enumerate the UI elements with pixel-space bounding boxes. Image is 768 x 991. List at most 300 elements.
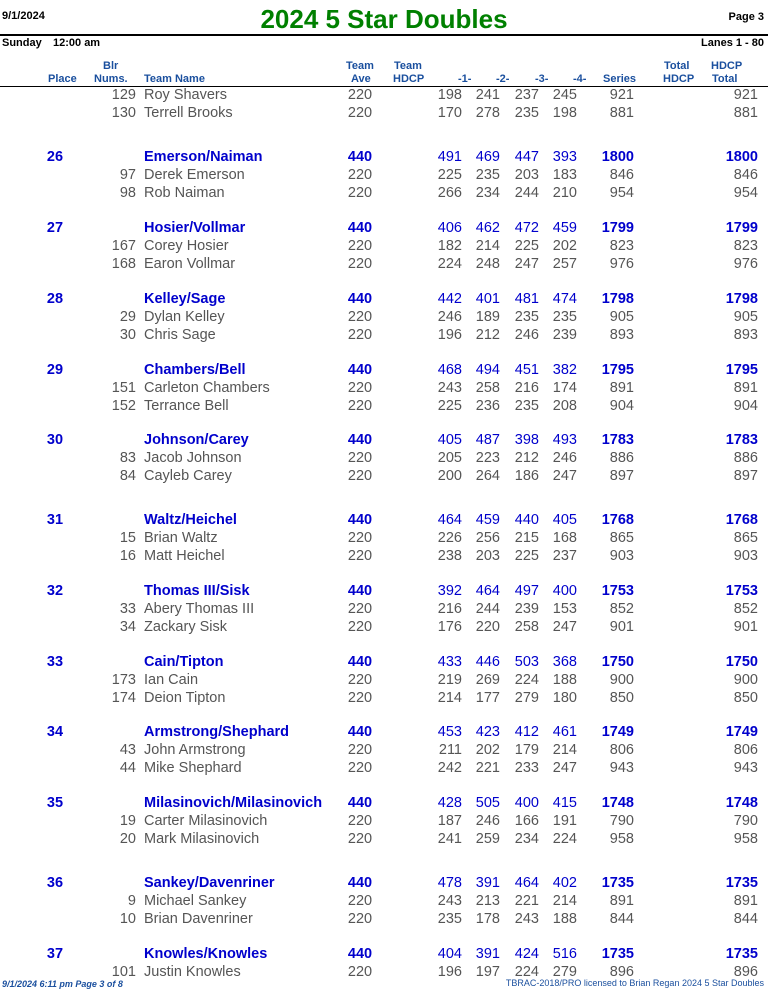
- name-cell: Sankey/Davenriner: [144, 875, 275, 891]
- series-cell: 1750: [601, 654, 634, 670]
- game-1-cell: 453: [437, 724, 462, 740]
- game-4-cell: 188: [552, 672, 577, 688]
- game-4-cell: 183: [552, 167, 577, 183]
- game-4-cell: 153: [552, 601, 577, 617]
- team-row: [0, 290, 768, 308]
- average-cell: 220: [347, 672, 373, 688]
- game-2-cell: 244: [475, 601, 500, 617]
- average-cell: 220: [347, 911, 373, 927]
- bowler-row: [0, 184, 768, 202]
- game-4-cell: 382: [552, 362, 577, 378]
- header-rule: [0, 34, 768, 36]
- session-time: 12:00 am: [53, 37, 101, 49]
- game-3-cell: 497: [514, 583, 539, 599]
- game-2-cell: 221: [475, 760, 500, 776]
- bowler-row: [0, 671, 768, 689]
- name-cell: Thomas III/Sisk: [144, 583, 250, 599]
- series-cell: 976: [609, 256, 634, 272]
- average-cell: 220: [347, 760, 373, 776]
- bowler-number: 10: [119, 911, 136, 927]
- place-cell: 34: [46, 724, 64, 740]
- hdcp-total-cell: 1750: [725, 654, 758, 670]
- game-3-cell: 451: [514, 362, 539, 378]
- game-4-cell: 174: [552, 380, 577, 396]
- game-2-cell: 258: [475, 380, 500, 396]
- average-cell: 220: [347, 548, 373, 564]
- series-cell: 790: [609, 813, 634, 829]
- game-2-cell: 241: [475, 87, 500, 103]
- game-1-cell: 211: [438, 742, 462, 758]
- game-1-cell: 219: [437, 672, 462, 688]
- game-3-cell: 235: [514, 105, 539, 121]
- game-3-cell: 464: [514, 875, 539, 891]
- game-4-cell: 393: [552, 149, 577, 165]
- series-cell: 1783: [601, 432, 634, 448]
- name-cell: Jacob Johnson: [144, 450, 242, 466]
- hdcp-total-cell: 896: [733, 964, 758, 980]
- hdcp-total-cell: 1753: [725, 583, 758, 599]
- col-blr-2: Nums.: [94, 73, 128, 85]
- name-cell: Rob Naiman: [144, 185, 225, 201]
- bowler-number: 15: [119, 530, 136, 546]
- game-2-cell: 264: [475, 468, 500, 484]
- average-cell: 220: [347, 530, 373, 546]
- game-3-cell: 398: [514, 432, 539, 448]
- name-cell: Carter Milasinovich: [144, 813, 268, 829]
- average-cell: 440: [347, 654, 373, 670]
- series-cell: 1748: [601, 795, 634, 811]
- average-cell: 220: [347, 327, 373, 343]
- game-2-cell: 446: [475, 654, 500, 670]
- game-2-cell: 236: [475, 398, 500, 414]
- average-cell: 440: [347, 432, 373, 448]
- name-cell: Mike Shephard: [144, 760, 242, 776]
- game-1-cell: 392: [437, 583, 462, 599]
- hdcp-total-cell: 1783: [725, 432, 758, 448]
- game-3-cell: 243: [514, 911, 539, 927]
- game-4-cell: 474: [552, 291, 577, 307]
- game-1-cell: 225: [437, 398, 462, 414]
- game-2-cell: 235: [475, 167, 500, 183]
- game-4-cell: 400: [552, 583, 577, 599]
- game-1-cell: 200: [437, 468, 462, 484]
- game-3-cell: 224: [514, 672, 539, 688]
- footer-print-info: 9/1/2024 6:11 pm Page 3 of 8: [2, 979, 123, 989]
- name-cell: Chambers/Bell: [144, 362, 246, 378]
- bowler-row: [0, 618, 768, 636]
- name-cell: Terrell Brooks: [144, 105, 233, 121]
- game-1-cell: 242: [437, 760, 462, 776]
- hdcp-total-cell: 850: [733, 690, 758, 706]
- game-3-cell: 233: [514, 760, 539, 776]
- hdcp-total-cell: 1735: [725, 875, 758, 891]
- team-row: [0, 794, 768, 812]
- series-cell: 1749: [601, 724, 634, 740]
- game-3-cell: 503: [514, 654, 539, 670]
- bowler-number: 167: [111, 238, 136, 254]
- name-cell: Earon Vollmar: [144, 256, 236, 272]
- game-1-cell: 182: [437, 238, 462, 254]
- hdcp-total-cell: 901: [733, 619, 758, 635]
- hdcp-total-cell: 886: [733, 450, 758, 466]
- name-cell: Roy Shavers: [144, 87, 228, 103]
- average-cell: 220: [347, 601, 373, 617]
- average-cell: 220: [347, 185, 373, 201]
- bowler-number: 29: [119, 309, 136, 325]
- game-3-cell: 235: [514, 398, 539, 414]
- game-3-cell: 447: [514, 149, 539, 165]
- average-cell: 220: [347, 831, 373, 847]
- hdcp-total-cell: 905: [733, 309, 758, 325]
- series-cell: 886: [609, 450, 634, 466]
- place-cell: 33: [46, 654, 64, 670]
- name-cell: Michael Sankey: [144, 893, 247, 909]
- game-2-cell: 197: [475, 964, 500, 980]
- bowler-number: 30: [119, 327, 136, 343]
- col-team-ave-1: Team: [346, 60, 374, 72]
- game-2-cell: 391: [475, 946, 500, 962]
- hdcp-total-cell: 900: [733, 672, 758, 688]
- name-cell: Ian Cain: [144, 672, 199, 688]
- game-3-cell: 239: [514, 601, 539, 617]
- game-1-cell: 428: [437, 795, 462, 811]
- game-2-cell: 213: [475, 893, 500, 909]
- col-game-4: -4-: [573, 73, 587, 85]
- game-1-cell: 266: [437, 185, 462, 201]
- game-4-cell: 459: [552, 220, 577, 236]
- game-1-cell: 433: [437, 654, 462, 670]
- col-team-ave-2: Ave: [351, 73, 371, 85]
- col-hdcp-total-2: Total: [712, 73, 738, 85]
- game-3-cell: 212: [514, 450, 539, 466]
- name-cell: Cain/Tipton: [144, 654, 224, 670]
- name-cell: Brian Davenriner: [144, 911, 253, 927]
- bowler-row: [0, 467, 768, 485]
- game-2-cell: 278: [475, 105, 500, 121]
- game-3-cell: 472: [514, 220, 539, 236]
- hdcp-total-cell: 891: [733, 893, 758, 909]
- game-3-cell: 424: [514, 946, 539, 962]
- bowler-row: [0, 237, 768, 255]
- place-cell: 27: [46, 220, 64, 236]
- place-cell: 31: [46, 512, 64, 528]
- game-1-cell: 176: [437, 619, 462, 635]
- bowler-number: 83: [119, 450, 136, 466]
- series-cell: 900: [609, 672, 634, 688]
- game-3-cell: 179: [514, 742, 539, 758]
- lanes-range: Lanes 1 - 80: [701, 37, 764, 49]
- bowler-number: 130: [111, 105, 136, 121]
- name-cell: Cayleb Carey: [144, 468, 232, 484]
- report-date: 9/1/2024: [2, 10, 45, 22]
- game-4-cell: 210: [552, 185, 577, 201]
- average-cell: 220: [347, 87, 373, 103]
- game-1-cell: 442: [437, 291, 462, 307]
- game-4-cell: 415: [552, 795, 577, 811]
- average-cell: 220: [347, 619, 373, 635]
- series-cell: 1795: [601, 362, 634, 378]
- series-cell: 823: [609, 238, 634, 254]
- game-1-cell: 468: [437, 362, 462, 378]
- series-cell: 844: [609, 911, 634, 927]
- game-2-cell: 248: [475, 256, 500, 272]
- average-cell: 440: [347, 362, 373, 378]
- game-2-cell: 464: [475, 583, 500, 599]
- game-2-cell: 459: [475, 512, 500, 528]
- game-1-cell: 241: [437, 831, 462, 847]
- hdcp-total-cell: 893: [733, 327, 758, 343]
- name-cell: Deion Tipton: [144, 690, 226, 706]
- game-1-cell: 187: [437, 813, 462, 829]
- game-2-cell: 505: [475, 795, 500, 811]
- bowler-row: [0, 547, 768, 565]
- average-cell: 220: [347, 309, 373, 325]
- bowler-number: 84: [119, 468, 136, 484]
- game-1-cell: 243: [437, 893, 462, 909]
- hdcp-total-cell: 806: [733, 742, 758, 758]
- hdcp-total-cell: 1800: [725, 149, 758, 165]
- hdcp-total-cell: 1795: [725, 362, 758, 378]
- name-cell: Corey Hosier: [144, 238, 229, 254]
- footer-license: TBRAC-2018/PRO licensed to Brian Regan 2024 5 Star Doubles: [505, 978, 764, 988]
- game-1-cell: 198: [437, 87, 462, 103]
- game-4-cell: 405: [552, 512, 577, 528]
- name-cell: Mark Milasinovich: [144, 831, 260, 847]
- game-4-cell: 493: [552, 432, 577, 448]
- bowler-number: 129: [111, 87, 136, 103]
- col-series: Series: [603, 73, 637, 85]
- average-cell: 440: [347, 149, 373, 165]
- col-total-hdcp-1: Total: [664, 60, 690, 72]
- bowler-number: 101: [111, 964, 136, 980]
- series-cell: 846: [609, 167, 634, 183]
- game-4-cell: 279: [552, 964, 577, 980]
- series-cell: 1768: [601, 512, 634, 528]
- bowler-row: [0, 104, 768, 122]
- name-cell: Brian Waltz: [144, 530, 218, 546]
- game-2-cell: 202: [475, 742, 500, 758]
- game-4-cell: 245: [552, 87, 577, 103]
- game-2-cell: 220: [475, 619, 500, 635]
- col-place: Place: [48, 73, 77, 85]
- hdcp-total-cell: 954: [733, 185, 758, 201]
- series-cell: 881: [609, 105, 634, 121]
- name-cell: Zackary Sisk: [144, 619, 227, 635]
- game-2-cell: 178: [475, 911, 500, 927]
- team-row: [0, 874, 768, 892]
- bowler-row: [0, 397, 768, 415]
- average-cell: 440: [347, 583, 373, 599]
- game-1-cell: 464: [437, 512, 462, 528]
- series-cell: 852: [609, 601, 634, 617]
- bowler-row: [0, 600, 768, 618]
- game-1-cell: 478: [437, 875, 462, 891]
- game-3-cell: 412: [514, 724, 539, 740]
- game-3-cell: 440: [514, 512, 539, 528]
- bowler-row: [0, 86, 768, 104]
- team-row: [0, 723, 768, 741]
- team-row: [0, 945, 768, 963]
- hdcp-total-cell: 846: [733, 167, 758, 183]
- place-cell: 36: [46, 875, 64, 891]
- game-3-cell: 481: [514, 291, 539, 307]
- name-cell: Armstrong/Shephard: [144, 724, 290, 740]
- game-4-cell: 180: [552, 690, 577, 706]
- game-4-cell: 246: [552, 450, 577, 466]
- game-3-cell: 186: [514, 468, 539, 484]
- game-3-cell: 225: [514, 238, 539, 254]
- average-cell: 220: [347, 964, 373, 980]
- series-cell: 921: [609, 87, 634, 103]
- name-cell: Chris Sage: [144, 327, 216, 343]
- average-cell: 220: [347, 893, 373, 909]
- series-cell: 1798: [601, 291, 634, 307]
- name-cell: Terrance Bell: [144, 398, 229, 414]
- name-cell: Emerson/Naiman: [144, 149, 263, 165]
- game-2-cell: 401: [475, 291, 500, 307]
- col-team-hdcp-1: Team: [394, 60, 422, 72]
- report-title: 2024 5 Star Doubles: [260, 4, 508, 34]
- place-cell: 37: [46, 946, 64, 962]
- game-1-cell: 216: [437, 601, 462, 617]
- name-cell: Johnson/Carey: [144, 432, 249, 448]
- game-2-cell: 189: [475, 309, 500, 325]
- series-cell: 958: [609, 831, 634, 847]
- game-2-cell: 177: [475, 690, 500, 706]
- name-cell: Justin Knowles: [144, 964, 241, 980]
- col-game-3: -3-: [535, 73, 549, 85]
- series-cell: 901: [609, 619, 634, 635]
- game-1-cell: 491: [437, 149, 462, 165]
- game-1-cell: 196: [437, 327, 462, 343]
- name-cell: Kelley/Sage: [144, 291, 226, 307]
- series-cell: 893: [609, 327, 634, 343]
- bowler-row: [0, 830, 768, 848]
- game-4-cell: 191: [552, 813, 577, 829]
- col-blr-1: Blr: [103, 60, 119, 72]
- game-2-cell: 234: [475, 185, 500, 201]
- series-cell: 891: [609, 380, 634, 396]
- game-4-cell: 214: [552, 742, 577, 758]
- game-4-cell: 208: [552, 398, 577, 414]
- game-4-cell: 516: [552, 946, 577, 962]
- col-team-name: Team Name: [144, 73, 205, 85]
- game-1-cell: 196: [437, 964, 462, 980]
- bowler-row: [0, 759, 768, 777]
- game-2-cell: 494: [475, 362, 500, 378]
- hdcp-total-cell: 891: [733, 380, 758, 396]
- hdcp-total-cell: 897: [733, 468, 758, 484]
- game-4-cell: 239: [552, 327, 577, 343]
- series-cell: 806: [609, 742, 634, 758]
- series-cell: 954: [609, 185, 634, 201]
- game-4-cell: 168: [552, 530, 577, 546]
- hdcp-total-cell: 904: [733, 398, 758, 414]
- game-1-cell: 226: [437, 530, 462, 546]
- hdcp-total-cell: 921: [733, 87, 758, 103]
- game-3-cell: 258: [514, 619, 539, 635]
- bowler-row: [0, 529, 768, 547]
- hdcp-total-cell: 1735: [725, 946, 758, 962]
- game-1-cell: 205: [437, 450, 462, 466]
- bowler-number: 33: [119, 601, 136, 617]
- game-4-cell: 368: [552, 654, 577, 670]
- game-2-cell: 469: [475, 149, 500, 165]
- game-1-cell: 243: [437, 380, 462, 396]
- hdcp-total-cell: 958: [733, 831, 758, 847]
- bowler-row: [0, 892, 768, 910]
- game-4-cell: 461: [552, 724, 577, 740]
- average-cell: 220: [347, 813, 373, 829]
- series-cell: 943: [609, 760, 634, 776]
- average-cell: 220: [347, 380, 373, 396]
- bowler-row: [0, 255, 768, 273]
- bowler-number: 98: [119, 185, 136, 201]
- game-1-cell: 224: [437, 256, 462, 272]
- average-cell: 220: [347, 238, 373, 254]
- col-game-2: -2-: [496, 73, 510, 85]
- game-3-cell: 237: [514, 87, 539, 103]
- col-hdcp-total-1: HDCP: [711, 60, 743, 72]
- game-2-cell: 269: [475, 672, 500, 688]
- game-2-cell: 423: [475, 724, 500, 740]
- name-cell: Dylan Kelley: [144, 309, 225, 325]
- game-4-cell: 235: [552, 309, 577, 325]
- series-cell: 891: [609, 893, 634, 909]
- hdcp-total-cell: 1748: [725, 795, 758, 811]
- hdcp-total-cell: 903: [733, 548, 758, 564]
- game-4-cell: 188: [552, 911, 577, 927]
- game-3-cell: 221: [514, 893, 539, 909]
- average-cell: 220: [347, 398, 373, 414]
- game-4-cell: 214: [552, 893, 577, 909]
- game-4-cell: 247: [552, 619, 577, 635]
- average-cell: 220: [347, 690, 373, 706]
- bowler-row: [0, 379, 768, 397]
- bowler-number: 97: [119, 167, 136, 183]
- series-cell: 1753: [601, 583, 634, 599]
- bowler-number: 151: [111, 380, 136, 396]
- place-cell: 29: [46, 362, 64, 378]
- team-row: [0, 361, 768, 379]
- place-cell: 26: [46, 149, 64, 165]
- game-1-cell: 170: [437, 105, 462, 121]
- team-row: [0, 582, 768, 600]
- game-4-cell: 247: [552, 468, 577, 484]
- team-row: [0, 148, 768, 166]
- hdcp-total-cell: 943: [733, 760, 758, 776]
- game-2-cell: 487: [475, 432, 500, 448]
- game-4-cell: 247: [552, 760, 577, 776]
- game-1-cell: 235: [437, 911, 462, 927]
- hdcp-total-cell: 790: [733, 813, 758, 829]
- game-1-cell: 404: [437, 946, 462, 962]
- bowler-row: [0, 308, 768, 326]
- game-4-cell: 237: [552, 548, 577, 564]
- name-cell: Milasinovich/Milasinovich: [144, 795, 323, 811]
- average-cell: 440: [347, 795, 373, 811]
- name-cell: Carleton Chambers: [144, 380, 270, 396]
- col-total-hdcp-2: HDCP: [663, 73, 695, 85]
- game-3-cell: 400: [514, 795, 539, 811]
- name-cell: Derek Emerson: [144, 167, 245, 183]
- bowler-number: 152: [111, 398, 136, 414]
- hdcp-total-cell: 881: [733, 105, 758, 121]
- average-cell: 440: [347, 291, 373, 307]
- average-cell: 440: [347, 220, 373, 236]
- team-row: [0, 511, 768, 529]
- game-3-cell: 234: [514, 831, 539, 847]
